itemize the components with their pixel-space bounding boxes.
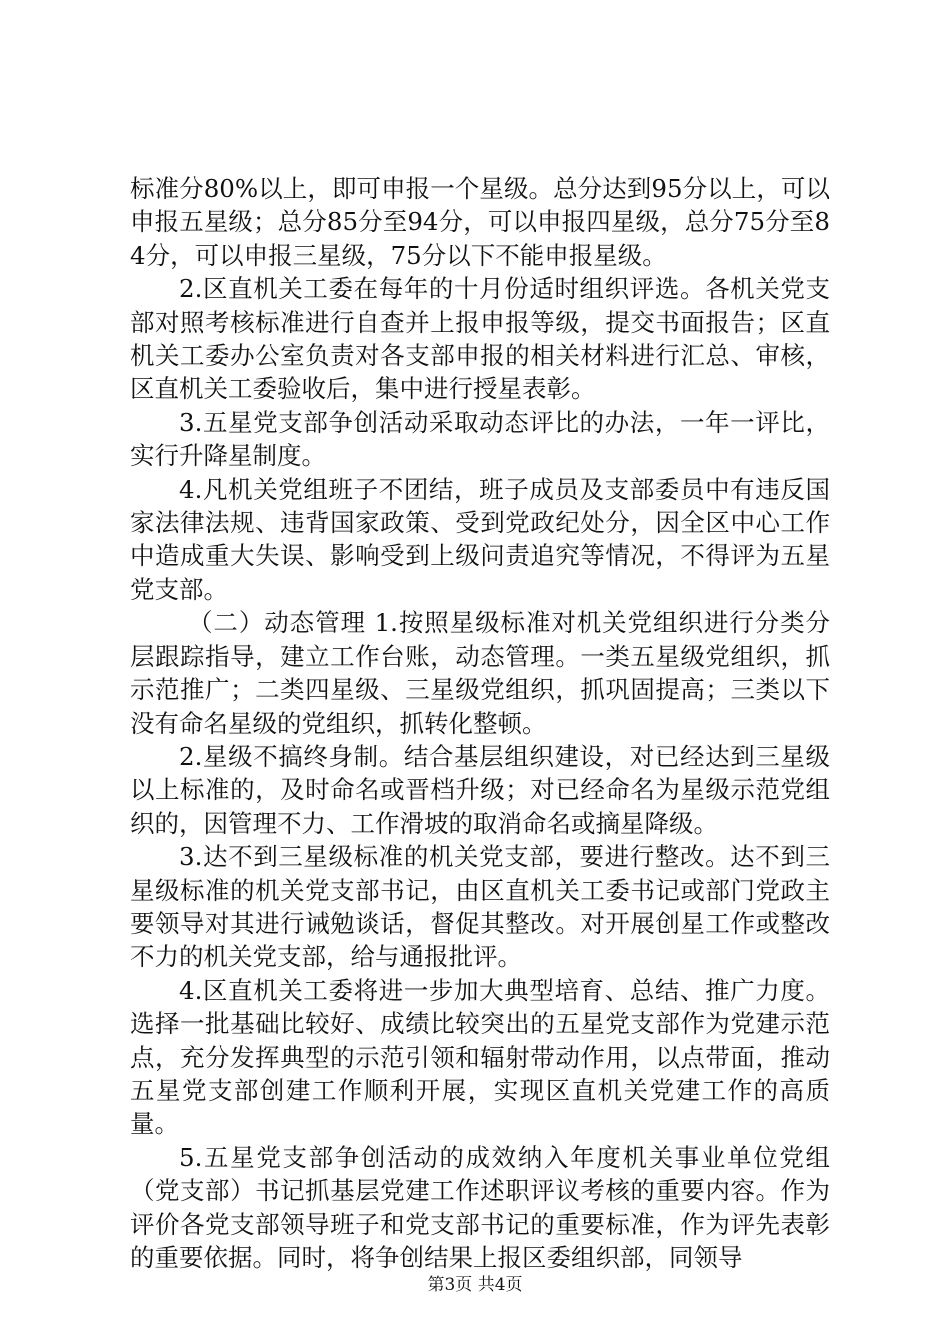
paragraph-dynamic-management: （二）动态管理 1.按照星级标准对机关党组织进行分类分层跟踪指导，建立工作台账，动态管理。一类五星级党组织，抓示范推广；二类四星级、三星级党组织，抓巩固提高；三类以下没有命名星级的党组织，抓转化整顿。 [130,608,830,738]
paragraph-item-5-assessment: 5.五星党支部争创活动的成效纳入年度机关事业单位党组（党支部）书记抓基层党建工作述职评议考核的重要内容。作为评价各党支部领导班子和党支部书记的重要标准，作为评先表彰的重要依据。同时，将争创结果上报区委组织部，同领导 [130,1142,830,1272]
paragraph-item-4-model-cultivation: 4.区直机关工委将进一步加大典型培育、总结、推广力度。选择一批基础比较好、成绩比较突出的五星党支部作为党建示范点，充分发挥典型的示范引领和辐射带动作用，以点带面，推动五星党支部创建工作顺利开展，实现区直机关党建工作的高质量。 [130,975,830,1139]
page-footer: 第3页 共4页 [427,1275,523,1295]
paragraph-item-4-disqualification: 4.凡机关党组班子不团结，班子成员及支部委员中有违反国家法律法规、违背国家政策、受到党政纪处分，因全区中心工作中造成重大失误、影响受到上级问责追究等情况，不得评为五星党支部。 [130,474,830,604]
paragraph-item-2-no-lifetime: 2.星级不搞终身制。结合基层组织建设，对已经达到三星级以上标准的，及时命名或晋档升级；对已经命名为星级示范党组织的，因管理不力、工作滑坡的取消命名或摘星降级。 [130,741,830,838]
paragraph-item-3-dynamic-rating: 3.五星党支部争创活动采取动态评比的办法，一年一评比，实行升降星制度。 [130,407,830,471]
paragraph-item-2-evaluation: 2.区直机关工委在每年的十月份适时组织评选。各机关党支部对照考核标准进行自查并上报申报等级，提交书面报告；区直机关工委办公室负责对各支部申报的相关材料进行汇总、审核，区直机关工委验收后，集中进行授星表彰。 [130,274,830,404]
document-body [130,172,830,1274]
paragraph-item-3-rectification: 3.达不到三星级标准的机关党支部，要进行整改。达不到三星级标准的机关党支部书记，由区直机关工委书记或部门党政主要领导对其进行诫勉谈话，督促其整改。对开展创星工作或整改不力的机关党支部，给与通报批评。 [130,842,830,972]
paragraph-scoring-rules: 标准分80%以上，即可申报一个星级。总分达到95分以上，可以申报五星级；总分85分至94分，可以申报四星级，总分75分至84分，可以申报三星级，75分以下不能申报星级。 [130,174,830,270]
